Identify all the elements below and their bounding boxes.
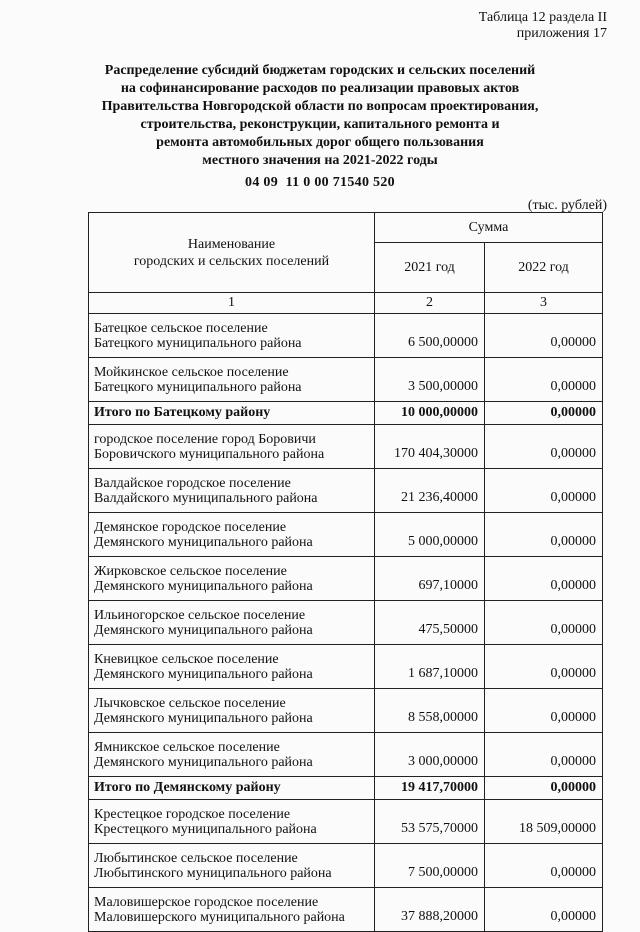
title-line: ремонта автомобильных дорог общего пользования xyxy=(156,135,484,150)
settlement-name-line-2: Боровичского муниципального района xyxy=(94,446,325,462)
amount-2022-cell: 18 509,00000 xyxy=(485,800,603,844)
amount-2021-cell: 170 404,30000 xyxy=(375,425,485,469)
settlement-name-line-1: Маловишерское городское поселение xyxy=(94,894,319,910)
table-row xyxy=(89,557,603,601)
header-name-column xyxy=(89,213,375,293)
settlement-name-line-2: Демянского муниципального района xyxy=(94,666,313,682)
amount-2021-cell: 697,10000 xyxy=(375,557,485,601)
settlement-name-line-2: Валдайского муниципального района xyxy=(94,490,318,506)
amount-2022-cell: 0,00000 xyxy=(485,358,603,402)
settlement-name-line-2: Демянского муниципального района xyxy=(94,578,313,594)
settlement-name-cell xyxy=(89,689,375,733)
amount-2022-cell: 0,00000 xyxy=(485,777,603,800)
settlement-name-cell xyxy=(89,844,375,888)
settlement-name-line-2: Крестецкого муниципального района xyxy=(94,821,317,837)
amount-2021-cell: 53 575,70000 xyxy=(375,800,485,844)
table-reference xyxy=(479,10,607,42)
table-body xyxy=(89,314,603,932)
settlement-name-line-1: Жирковское сельское поселение xyxy=(94,563,287,579)
settlement-name-line-1: Ильиногорское сельское поселение xyxy=(94,607,306,623)
settlement-name-line-1: Валдайское городское поселение xyxy=(94,475,291,491)
settlement-name-line-2: Любытинского муниципального района xyxy=(94,865,332,881)
settlement-name-line-1: Мойкинское сельское поселение xyxy=(94,364,289,380)
table-row xyxy=(89,800,603,844)
total-row xyxy=(89,777,603,800)
table-row xyxy=(89,601,603,645)
amount-2022-cell: 0,00000 xyxy=(485,733,603,777)
document-title xyxy=(60,62,580,170)
settlement-name-line-1: Итого по Демянскому району xyxy=(94,780,281,795)
amount-2022-cell: 0,00000 xyxy=(485,425,603,469)
title-line: местного значения на 2021-2022 годы xyxy=(202,153,438,168)
amount-2021-cell: 7 500,00000 xyxy=(375,844,485,888)
amount-2021-cell: 6 500,00000 xyxy=(375,314,485,358)
amount-2022-cell: 0,00000 xyxy=(485,557,603,601)
settlement-name-cell xyxy=(89,314,375,358)
settlement-name-cell xyxy=(89,601,375,645)
settlement-name-cell xyxy=(89,733,375,777)
title-line: строительства, реконструкции, капитального ремонта и xyxy=(140,117,500,132)
amount-2021-cell: 475,50000 xyxy=(375,601,485,645)
settlement-name-cell xyxy=(89,469,375,513)
settlement-name-line-1: Кневицкое сельское поселение xyxy=(94,651,279,667)
units-label: (тыс. рублей) xyxy=(527,198,607,213)
header-name-line-2: городских и сельских поселений xyxy=(133,253,330,269)
budget-classification-code: 04 09 11 0 00 71540 520 xyxy=(245,175,395,190)
settlement-name-cell xyxy=(89,358,375,402)
reference-line-1: Таблица 12 раздела II xyxy=(478,10,607,25)
settlement-name-line-1: городское поселение город Боровичи xyxy=(94,431,316,447)
settlement-name-cell xyxy=(89,402,375,425)
header-year-2022: 2022 год xyxy=(485,243,603,293)
settlement-name-line-2: Демянского муниципального района xyxy=(94,622,313,638)
settlement-name-cell xyxy=(89,425,375,469)
settlement-name-line-1: Любытинское сельское поселение xyxy=(94,850,298,866)
amount-2022-cell: 0,00000 xyxy=(485,888,603,932)
table-row xyxy=(89,425,603,469)
settlement-name-cell xyxy=(89,513,375,557)
settlement-name-cell xyxy=(89,888,375,932)
settlement-name-line-1: Итого по Батецкому району xyxy=(94,405,271,420)
amount-2021-cell: 37 888,20000 xyxy=(375,888,485,932)
table-row xyxy=(89,645,603,689)
amount-2021-cell: 19 417,70000 xyxy=(375,777,485,800)
amount-2021-cell: 21 236,40000 xyxy=(375,469,485,513)
subsidy-table xyxy=(88,212,603,932)
settlement-name-line-2: Демянского муниципального района xyxy=(94,534,313,550)
amount-2022-cell: 0,00000 xyxy=(485,601,603,645)
table-row xyxy=(89,844,603,888)
table-row xyxy=(89,689,603,733)
amount-2022-cell: 0,00000 xyxy=(485,645,603,689)
settlement-name-line-2: Демянского муниципального района xyxy=(94,710,313,726)
table-row xyxy=(89,513,603,557)
amount-2022-cell: 0,00000 xyxy=(485,513,603,557)
amount-2022-cell: 0,00000 xyxy=(485,844,603,888)
reference-line-2: приложения 17 xyxy=(516,26,607,41)
amount-2022-cell: 0,00000 xyxy=(485,314,603,358)
column-number: 1 xyxy=(89,293,375,314)
settlement-name-line-1: Ямникское сельское поселение xyxy=(94,739,280,755)
settlement-name-line-1: Лычковское сельское поселение xyxy=(94,695,286,711)
column-number: 3 xyxy=(485,293,603,314)
settlement-name-cell xyxy=(89,800,375,844)
amount-2022-cell: 0,00000 xyxy=(485,469,603,513)
header-sum: Сумма xyxy=(375,213,603,243)
amount-2021-cell: 3 000,00000 xyxy=(375,733,485,777)
settlement-name-line-1: Батецкое сельское поселение xyxy=(94,320,268,336)
amount-2021-cell: 10 000,00000 xyxy=(375,402,485,425)
amount-2021-cell: 3 500,00000 xyxy=(375,358,485,402)
amount-2022-cell: 0,00000 xyxy=(485,402,603,425)
amount-2021-cell: 8 558,00000 xyxy=(375,689,485,733)
table-row xyxy=(89,888,603,932)
table-row xyxy=(89,733,603,777)
settlement-name-line-1: Демянское городское поселение xyxy=(94,519,287,535)
settlement-name-line-2: Батецкого муниципального района xyxy=(94,335,302,351)
settlement-name-line-1: Крестецкое городское поселение xyxy=(94,806,291,822)
title-line: на софинансирование расходов по реализации правовых актов xyxy=(120,81,520,96)
column-number: 2 xyxy=(375,293,485,314)
amount-2021-cell: 5 000,00000 xyxy=(375,513,485,557)
table-row xyxy=(89,469,603,513)
settlement-name-cell xyxy=(89,777,375,800)
total-row xyxy=(89,402,603,425)
title-line: Распределение субсидий бюджетам городских и сельских поселений xyxy=(104,63,536,78)
amount-2021-cell: 1 687,10000 xyxy=(375,645,485,689)
amount-2022-cell: 0,00000 xyxy=(485,689,603,733)
settlement-name-cell xyxy=(89,557,375,601)
settlement-name-cell xyxy=(89,645,375,689)
header-year-2021: 2021 год xyxy=(375,243,485,293)
table-row xyxy=(89,358,603,402)
title-line: Правительства Новгородской области по вопросам проектирования, xyxy=(101,99,539,114)
settlement-name-line-2: Батецкого муниципального района xyxy=(94,379,302,395)
table-row xyxy=(89,314,603,358)
settlement-name-line-2: Маловишерского муниципального района xyxy=(94,909,345,925)
settlement-name-line-2: Демянского муниципального района xyxy=(94,754,313,770)
header-name-line-1: Наименование xyxy=(187,236,276,252)
